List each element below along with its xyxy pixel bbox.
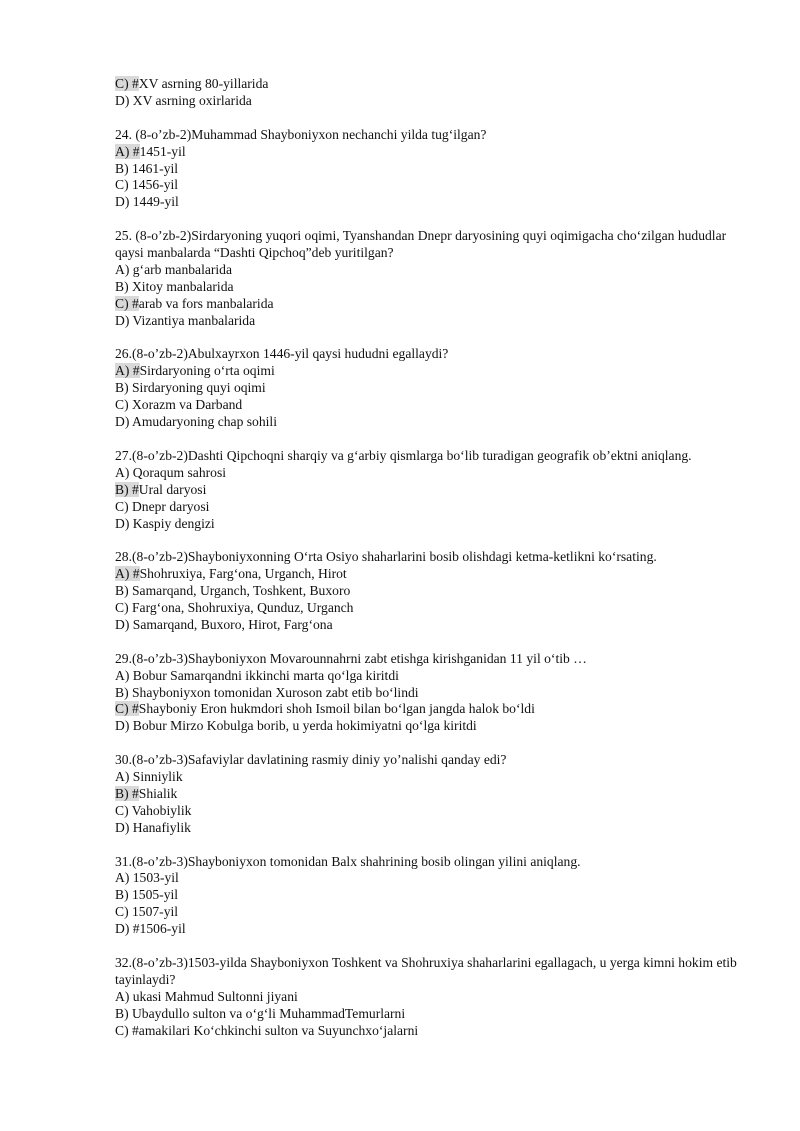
option-letter: D) [115, 921, 130, 937]
answer-option [115, 887, 755, 904]
answer-option [115, 870, 755, 887]
option-text: g‘arb manbalarida [129, 261, 233, 277]
option-letter: C) [115, 802, 129, 818]
answer-option [115, 177, 755, 194]
answer-option-prefix [115, 904, 129, 919]
option-letter: B) [115, 160, 129, 176]
answer-option-prefix [115, 870, 129, 885]
answer-option [115, 786, 755, 803]
question-spacer [115, 110, 755, 127]
option-letter: B) [115, 278, 129, 294]
question-spacer [115, 431, 755, 448]
question-text: 27.(8-o’zb-2)Dashti Qipchoqni sharqiy va g‘arbiy qismlarga bo‘lib turadigan geografik ob’ektni aniqlang. [115, 447, 692, 463]
answer-option-prefix [115, 93, 129, 108]
answer-option-prefix [115, 668, 129, 683]
option-letter: D) [115, 515, 130, 531]
answer-option [115, 465, 755, 482]
option-letter: C) [115, 1022, 129, 1038]
answer-option-prefix [115, 685, 129, 700]
option-text: 1503-yil [129, 870, 179, 886]
option-letter: B) [115, 785, 129, 801]
option-letter: C) [115, 295, 129, 311]
option-text: Kaspiy dengizi [129, 515, 215, 531]
answer-option [115, 313, 755, 330]
option-text: Bobur Mirzo Kobulga borib, u yerda hokimiyatni qo‘lga kiritdi [129, 718, 477, 734]
option-text: Shayboniyxon tomonidan Xuroson zabt etib bo‘lindi [128, 684, 419, 700]
option-letter: C) [115, 600, 129, 616]
question-spacer [115, 837, 755, 854]
option-text: Qoraqum sahrosi [129, 464, 227, 480]
question-spacer [115, 938, 755, 955]
correct-answer-marker: # [132, 76, 139, 91]
correct-answer-marker: # [132, 481, 139, 497]
answer-option [115, 668, 755, 685]
question-text: 32.(8-o’zb-3)1503-yilda Shayboniyxon Toshkent va Shohruxiya shaharlarini egallagach, u yerga kimni hokim etib tayinlaydi? [115, 954, 737, 987]
question-text: 30.(8-o’zb-3)Safaviylar davlatining rasmiy diniy yo’nalishi qanday edi? [115, 752, 507, 768]
answer-option-prefix [115, 617, 129, 632]
answer-option [115, 262, 755, 279]
option-letter: C) [115, 701, 129, 717]
answer-option [115, 499, 755, 516]
option-letter: A) [115, 566, 130, 582]
option-text: Vizantiya manbalarida [129, 312, 256, 328]
option-text: Ubaydullo sulton va o‘g‘li MuhammadTemurlarni [128, 1005, 406, 1021]
option-letter: C) [115, 177, 129, 193]
answer-option-prefix [115, 482, 139, 497]
option-letter: A) [115, 769, 130, 785]
option-letter: A) [115, 143, 130, 159]
question-spacer [115, 735, 755, 752]
correct-answer-marker: # [132, 295, 139, 311]
option-letter: B) [115, 380, 129, 396]
option-text: Sinniylik [129, 769, 183, 785]
answer-option [115, 76, 755, 93]
answer-option-prefix [115, 701, 139, 716]
option-letter: B) [115, 684, 129, 700]
answer-option [115, 144, 755, 161]
option-letter: C) [115, 397, 129, 413]
answer-option [115, 482, 755, 499]
option-text: Bobur Samarqandni ikkinchi marta qo‘lga kiritdi [129, 667, 399, 683]
option-text: XV asrning oxirlarida [129, 92, 252, 108]
option-text: Dnepr daryosi [128, 498, 210, 514]
answer-option [115, 600, 755, 617]
option-letter: D) [115, 194, 130, 210]
answer-option-prefix [115, 296, 139, 311]
option-letter: A) [115, 261, 130, 277]
answer-option [115, 820, 755, 837]
option-text: Shayboniy Eron hukmdori shoh Ismoil bilan bo‘lgan jangda halok bo‘ldi [138, 701, 535, 717]
answer-option-prefix [115, 499, 129, 514]
option-text: #amakilari Ko‘chkinchi sulton va Suyunchxo‘jalarni [128, 1022, 419, 1038]
answer-option [115, 566, 755, 583]
correct-answer-marker: # [132, 785, 139, 801]
answer-option [115, 989, 755, 1006]
answer-option-prefix [115, 600, 129, 615]
answer-option-prefix [115, 769, 129, 784]
option-text: Ural daryosi [138, 481, 207, 497]
option-letter: A) [115, 988, 130, 1004]
answer-option-prefix [115, 144, 140, 159]
answer-option [115, 296, 755, 313]
option-letter: D) [115, 819, 130, 835]
answer-option-prefix [115, 566, 140, 581]
answer-option [115, 1006, 755, 1023]
answer-option [115, 701, 755, 718]
option-letter: B) [115, 887, 129, 903]
option-text: Shialik [138, 785, 178, 801]
answer-option-prefix [115, 313, 129, 328]
answer-option-prefix [115, 718, 129, 733]
question-spacer [115, 330, 755, 347]
question-spacer [115, 634, 755, 651]
option-letter: B) [115, 1005, 129, 1021]
answer-option [115, 617, 755, 634]
answer-option-prefix [115, 989, 129, 1004]
answer-option [115, 1023, 755, 1040]
option-letter: D) [115, 92, 130, 108]
option-text: 1451-yil [139, 143, 186, 159]
answer-option [115, 803, 755, 820]
correct-answer-marker: # [132, 701, 139, 717]
option-letter: D) [115, 616, 130, 632]
option-letter: A) [115, 667, 130, 683]
answer-option-prefix [115, 516, 129, 531]
answer-option-prefix [115, 194, 129, 209]
answer-option [115, 718, 755, 735]
option-text: 1507-yil [128, 904, 179, 920]
answer-option-prefix [115, 279, 129, 294]
option-letter: C) [115, 76, 129, 91]
option-text: Farg‘ona, Shohruxiya, Qunduz, Urganch [128, 600, 354, 616]
answer-option [115, 363, 755, 380]
question-text: 28.(8-o’zb-2)Shayboniyxonning O‘rta Osiyo shaharlarini bosib olishdagi ketma-ketlikni ko‘rsating. [115, 549, 657, 565]
option-text: Vahobiylik [128, 802, 192, 818]
option-letter: A) [115, 363, 130, 379]
answer-option-prefix [115, 1023, 129, 1038]
answer-option-prefix [115, 887, 129, 902]
question-text: 24. (8-o’zb-2)Muhammad Shayboniyxon nechanchi yilda tug‘ilgan? [115, 126, 487, 142]
answer-option-prefix [115, 820, 129, 835]
correct-answer-marker: # [132, 143, 140, 159]
question-text: 29.(8-o’zb-3)Shayboniyxon Movarounnahrni zabt etishga kirishganidan 11 yil o‘tib … [115, 650, 587, 666]
option-letter: A) [115, 870, 130, 886]
option-text: Amudaryoning chap sohili [129, 414, 277, 430]
correct-answer-marker: # [132, 566, 140, 582]
option-text: Samarqand, Urganch, Toshkent, Buxoro [128, 583, 351, 599]
option-letter: B) [115, 583, 129, 599]
answer-option-prefix [115, 803, 129, 818]
option-text: Sirdaryoning o‘rta oqimi [139, 363, 275, 379]
answer-option-prefix [115, 414, 129, 429]
answer-option [115, 685, 755, 702]
answer-option-prefix [115, 177, 129, 192]
answer-option-prefix [115, 921, 129, 936]
option-letter: B) [115, 481, 129, 497]
option-letter: D) [115, 718, 130, 734]
option-letter: C) [115, 498, 129, 514]
question-text: 31.(8-o’zb-3)Shayboniyxon tomonidan Balx shahrining bosib olingan yilini aniqlang. [115, 853, 581, 869]
answer-option [115, 194, 755, 211]
question-list [115, 76, 755, 1040]
option-letter: D) [115, 414, 130, 430]
answer-option [115, 161, 755, 178]
question-text: 25. (8-o’zb-2)Sirdaryoning yuqori oqimi, Tyanshandan Dnepr daryosining quyi oqimigacha cho‘zilgan hududlar qaysi manbalarda “Dashti Qipchoq”deb yuritilgan? [115, 228, 727, 261]
option-text: #1506-yil [129, 921, 186, 937]
answer-option [115, 516, 755, 533]
option-letter: A) [115, 464, 130, 480]
question-spacer [115, 532, 755, 549]
answer-option-prefix [115, 583, 129, 598]
option-text: Sirdaryoning quyi oqimi [128, 380, 266, 396]
answer-option-prefix [115, 397, 129, 412]
option-text: Xitoy manbalarida [128, 278, 234, 294]
question-spacer [115, 211, 755, 228]
answer-option-prefix [115, 161, 129, 176]
answer-option-prefix [115, 76, 139, 91]
option-text: Samarqand, Buxoro, Hirot, Farg‘ona [129, 616, 333, 632]
option-text: 1505-yil [128, 887, 179, 903]
option-letter: D) [115, 312, 130, 328]
option-letter: C) [115, 904, 129, 920]
question-text: 26.(8-o’zb-2)Abulxayrxon 1446-yil qaysi hududni egallaydi? [115, 346, 449, 362]
answer-option [115, 279, 755, 296]
answer-option [115, 904, 755, 921]
answer-option-prefix [115, 363, 140, 378]
answer-option [115, 583, 755, 600]
answer-option [115, 93, 755, 110]
answer-option [115, 414, 755, 431]
answer-option-prefix [115, 786, 139, 801]
answer-option [115, 380, 755, 397]
option-text: XV asrning 80-yillarida [138, 76, 269, 91]
option-text: Xorazm va Darband [128, 397, 243, 413]
answer-option-prefix [115, 1006, 129, 1021]
answer-option-prefix [115, 262, 129, 277]
answer-option [115, 769, 755, 786]
answer-option-prefix [115, 465, 129, 480]
answer-option [115, 397, 755, 414]
option-text: arab va fors manbalarida [138, 295, 274, 311]
correct-answer-marker: # [132, 363, 140, 379]
answer-option-prefix [115, 380, 129, 395]
option-text: Hanafiylik [129, 819, 191, 835]
answer-option [115, 921, 755, 938]
option-text: 1456-yil [128, 177, 179, 193]
option-text: Shohruxiya, Farg‘ona, Urganch, Hirot [139, 566, 347, 582]
option-text: 1449-yil [129, 194, 179, 210]
option-text: 1461-yil [128, 160, 179, 176]
option-text: ukasi Mahmud Sultonni jiyani [129, 988, 298, 1004]
